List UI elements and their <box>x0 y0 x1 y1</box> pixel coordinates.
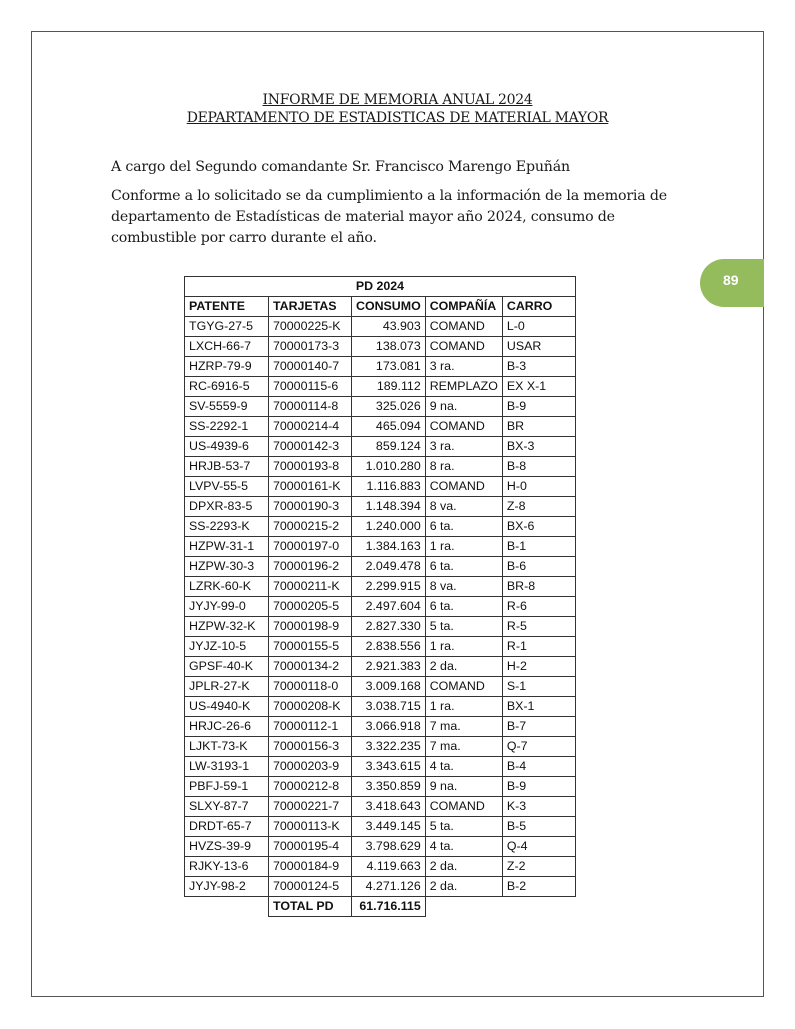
compania-cell: 9 na. <box>425 397 502 417</box>
compania-cell: 3 ra. <box>425 357 502 377</box>
carro-cell: B-9 <box>502 777 575 797</box>
patente-cell: HZPW-30-3 <box>185 557 269 577</box>
table-row <box>185 357 576 377</box>
consumo-cell: 859.124 <box>352 437 426 457</box>
carro-cell: B-1 <box>502 537 575 557</box>
table-row <box>185 557 576 577</box>
header-carro: CARRO <box>502 297 575 317</box>
total-spacer <box>502 897 575 917</box>
patente-cell: HRJB-53-7 <box>185 457 269 477</box>
table-header-row <box>185 297 576 317</box>
carro-cell: S-1 <box>502 677 575 697</box>
table-row <box>185 437 576 457</box>
carro-cell: B-6 <box>502 557 575 577</box>
compania-cell: COMAND <box>425 677 502 697</box>
tarjeta-cell: 70000124-5 <box>269 877 352 897</box>
patente-cell: DPXR-83-5 <box>185 497 269 517</box>
tarjeta-cell: 70000196-2 <box>269 557 352 577</box>
patente-cell: LJKT-73-K <box>185 737 269 757</box>
carro-cell: Z-8 <box>502 497 575 517</box>
consumo-cell: 3.066.918 <box>352 717 426 737</box>
tarjeta-cell: 70000225-K <box>269 317 352 337</box>
table-row <box>185 817 576 837</box>
consumo-cell: 1.010.280 <box>352 457 426 477</box>
tarjeta-cell: 70000190-3 <box>269 497 352 517</box>
carro-cell: Q-4 <box>502 837 575 857</box>
tarjeta-cell: 70000112-1 <box>269 717 352 737</box>
table-body <box>185 317 576 897</box>
table-row <box>185 657 576 677</box>
compania-cell: COMAND <box>425 317 502 337</box>
patente-cell: SS-2292-1 <box>185 417 269 437</box>
consumo-cell: 2.049.478 <box>352 557 426 577</box>
consumo-cell: 173.081 <box>352 357 426 377</box>
tarjeta-cell: 70000197-0 <box>269 537 352 557</box>
table-row <box>185 857 576 877</box>
department-title: DEPARTAMENTO DE ESTADISTICAS DE MATERIAL MAYOR <box>186 110 609 126</box>
total-spacer <box>425 897 502 917</box>
in-charge-line: A cargo del Segundo comandante Sr. Francisco Marengo Epuñán <box>111 159 570 175</box>
carro-cell: BR <box>502 417 575 437</box>
carro-cell: B-5 <box>502 817 575 837</box>
table-row <box>185 577 576 597</box>
tarjeta-cell: 70000134-2 <box>269 657 352 677</box>
carro-cell: B-9 <box>502 397 575 417</box>
patente-cell: LZRK-60-K <box>185 577 269 597</box>
patente-cell: DRDT-65-7 <box>185 817 269 837</box>
total-spacer <box>185 897 269 917</box>
consumo-cell: 43.903 <box>352 317 426 337</box>
patente-cell: LVPV-55-5 <box>185 477 269 497</box>
carro-cell: BX-3 <box>502 437 575 457</box>
compania-cell: REMPLAZO <box>425 377 502 397</box>
tarjeta-cell: 70000156-3 <box>269 737 352 757</box>
total-label: TOTAL PD <box>269 897 352 917</box>
patente-cell: PBFJ-59-1 <box>185 777 269 797</box>
tarjeta-cell: 70000155-5 <box>269 637 352 657</box>
consumo-cell: 3.009.168 <box>352 677 426 697</box>
table-row <box>185 877 576 897</box>
compania-cell: 6 ta. <box>425 557 502 577</box>
consumo-cell: 325.026 <box>352 397 426 417</box>
total-row <box>185 897 576 917</box>
table-row <box>185 417 576 437</box>
patente-cell: SV-5559-9 <box>185 397 269 417</box>
compania-cell: COMAND <box>425 477 502 497</box>
tarjeta-cell: 70000142-3 <box>269 437 352 457</box>
compania-cell: 1 ra. <box>425 537 502 557</box>
tarjeta-cell: 70000193-8 <box>269 457 352 477</box>
tarjeta-cell: 70000173-3 <box>269 337 352 357</box>
table-caption: PD 2024 <box>185 277 576 297</box>
compania-cell: 2 da. <box>425 877 502 897</box>
consumo-cell: 3.343.615 <box>352 757 426 777</box>
patente-cell: US-4940-K <box>185 697 269 717</box>
tarjeta-cell: 70000221-7 <box>269 797 352 817</box>
consumo-cell: 465.094 <box>352 417 426 437</box>
compania-cell: 8 ra. <box>425 457 502 477</box>
carro-cell: Z-2 <box>502 857 575 877</box>
tarjeta-cell: 70000211-K <box>269 577 352 597</box>
intro-paragraph: Conforme a lo solicitado se da cumplimiento a la información de la memoria de departamento de Estadísticas de material mayor año 2024, consumo de combustible por carro durante el año. <box>111 188 667 246</box>
consumo-cell: 3.449.145 <box>352 817 426 837</box>
compania-cell: 6 ta. <box>425 597 502 617</box>
carro-cell: BR-8 <box>502 577 575 597</box>
patente-cell: JYJY-99-0 <box>185 597 269 617</box>
consumo-cell: 4.271.126 <box>352 877 426 897</box>
consumo-cell: 189.112 <box>352 377 426 397</box>
table-row <box>185 477 576 497</box>
table-row <box>185 457 576 477</box>
table-row <box>185 677 576 697</box>
carro-cell: EX X-1 <box>502 377 575 397</box>
patente-cell: RJKY-13-6 <box>185 857 269 877</box>
carro-cell: H-0 <box>502 477 575 497</box>
compania-cell: 4 ta. <box>425 837 502 857</box>
carro-cell: H-2 <box>502 657 575 677</box>
patente-cell: JYJY-98-2 <box>185 877 269 897</box>
compania-cell: 9 na. <box>425 777 502 797</box>
carro-cell: Q-7 <box>502 737 575 757</box>
carro-cell: B-3 <box>502 357 575 377</box>
header-consumo: CONSUMO <box>352 297 426 317</box>
patente-cell: LXCH-66-7 <box>185 337 269 357</box>
tarjeta-cell: 70000118-0 <box>269 677 352 697</box>
compania-cell: 8 va. <box>425 577 502 597</box>
consumo-cell: 138.073 <box>352 337 426 357</box>
table-row <box>185 837 576 857</box>
carro-cell: L-0 <box>502 317 575 337</box>
table-row <box>185 637 576 657</box>
page-number-badge <box>700 259 764 307</box>
tarjeta-cell: 70000113-K <box>269 817 352 837</box>
table-row <box>185 497 576 517</box>
consumo-cell: 3.798.629 <box>352 837 426 857</box>
table-row <box>185 537 576 557</box>
compania-cell: COMAND <box>425 337 502 357</box>
table-row <box>185 317 576 337</box>
patente-cell: RC-6916-5 <box>185 377 269 397</box>
carro-cell: B-7 <box>502 717 575 737</box>
tarjeta-cell: 70000114-8 <box>269 397 352 417</box>
compania-cell: 3 ra. <box>425 437 502 457</box>
carro-cell: R-6 <box>502 597 575 617</box>
tarjeta-cell: 70000205-5 <box>269 597 352 617</box>
consumo-cell: 2.921.383 <box>352 657 426 677</box>
patente-cell: HRJC-26-6 <box>185 717 269 737</box>
patente-cell: HZPW-31-1 <box>185 537 269 557</box>
patente-cell: LW-3193-1 <box>185 757 269 777</box>
compania-cell: 7 ma. <box>425 717 502 737</box>
consumo-cell: 3.350.859 <box>352 777 426 797</box>
tarjeta-cell: 70000215-2 <box>269 517 352 537</box>
compania-cell: 5 ta. <box>425 817 502 837</box>
compania-cell: 6 ta. <box>425 517 502 537</box>
page-number: 89 <box>723 272 739 288</box>
tarjeta-cell: 70000214-4 <box>269 417 352 437</box>
compania-cell: 1 ra. <box>425 697 502 717</box>
compania-cell: 8 va. <box>425 497 502 517</box>
tarjeta-cell: 70000195-4 <box>269 837 352 857</box>
table-row <box>185 737 576 757</box>
patente-cell: HVZS-39-9 <box>185 837 269 857</box>
tarjeta-cell: 70000208-K <box>269 697 352 717</box>
carro-cell: B-4 <box>502 757 575 777</box>
consumo-cell: 2.827.330 <box>352 617 426 637</box>
patente-cell: SS-2293-K <box>185 517 269 537</box>
table-row <box>185 397 576 417</box>
carro-cell: BX-1 <box>502 697 575 717</box>
consumo-cell: 2.838.556 <box>352 637 426 657</box>
table-row <box>185 777 576 797</box>
carro-cell: R-1 <box>502 637 575 657</box>
consumo-cell: 3.322.235 <box>352 737 426 757</box>
patente-cell: HZRP-79-9 <box>185 357 269 377</box>
table-row <box>185 757 576 777</box>
carro-cell: USAR <box>502 337 575 357</box>
total-value: 61.716.115 <box>352 897 426 917</box>
patente-cell: JPLR-27-K <box>185 677 269 697</box>
consumo-cell: 2.497.604 <box>352 597 426 617</box>
compania-cell: 2 da. <box>425 657 502 677</box>
table-row <box>185 697 576 717</box>
tarjeta-cell: 70000140-7 <box>269 357 352 377</box>
tarjeta-cell: 70000203-9 <box>269 757 352 777</box>
carro-cell: B-8 <box>502 457 575 477</box>
consumo-cell: 2.299.915 <box>352 577 426 597</box>
carro-cell: B-2 <box>502 877 575 897</box>
patente-cell: TGYG-27-5 <box>185 317 269 337</box>
consumo-cell: 3.418.643 <box>352 797 426 817</box>
table-row <box>185 597 576 617</box>
consumo-cell: 1.240.000 <box>352 517 426 537</box>
carro-cell: R-5 <box>502 617 575 637</box>
table-row <box>185 517 576 537</box>
compania-cell: 2 da. <box>425 857 502 877</box>
patente-cell: JYJZ-10-5 <box>185 637 269 657</box>
compania-cell: 5 ta. <box>425 617 502 637</box>
tarjeta-cell: 70000212-8 <box>269 777 352 797</box>
consumo-cell: 1.116.883 <box>352 477 426 497</box>
consumo-cell: 3.038.715 <box>352 697 426 717</box>
consumo-cell: 1.148.394 <box>352 497 426 517</box>
compania-cell: 1 ra. <box>425 637 502 657</box>
table-row <box>185 337 576 357</box>
table-row <box>185 717 576 737</box>
patente-cell: HZPW-32-K <box>185 617 269 637</box>
compania-cell: COMAND <box>425 417 502 437</box>
tarjeta-cell: 70000198-9 <box>269 617 352 637</box>
report-title: INFORME DE MEMORIA ANUAL 2024 <box>262 92 533 108</box>
table-caption-row <box>185 277 576 297</box>
carro-cell: K-3 <box>502 797 575 817</box>
patente-cell: SLXY-87-7 <box>185 797 269 817</box>
fuel-consumption-table <box>184 276 576 917</box>
compania-cell: COMAND <box>425 797 502 817</box>
table-row <box>185 797 576 817</box>
patente-cell: US-4939-6 <box>185 437 269 457</box>
tarjeta-cell: 70000184-9 <box>269 857 352 877</box>
consumo-cell: 1.384.163 <box>352 537 426 557</box>
compania-cell: 7 ma. <box>425 737 502 757</box>
table-row <box>185 617 576 637</box>
carro-cell: BX-6 <box>502 517 575 537</box>
table-row <box>185 377 576 397</box>
tarjeta-cell: 70000115-6 <box>269 377 352 397</box>
patente-cell: GPSF-40-K <box>185 657 269 677</box>
tarjeta-cell: 70000161-K <box>269 477 352 497</box>
compania-cell: 4 ta. <box>425 757 502 777</box>
consumo-cell: 4.119.663 <box>352 857 426 877</box>
header-patente: PATENTE <box>185 297 269 317</box>
header-compania: COMPAÑÍA <box>425 297 502 317</box>
header-tarjetas: TARJETAS <box>269 297 352 317</box>
